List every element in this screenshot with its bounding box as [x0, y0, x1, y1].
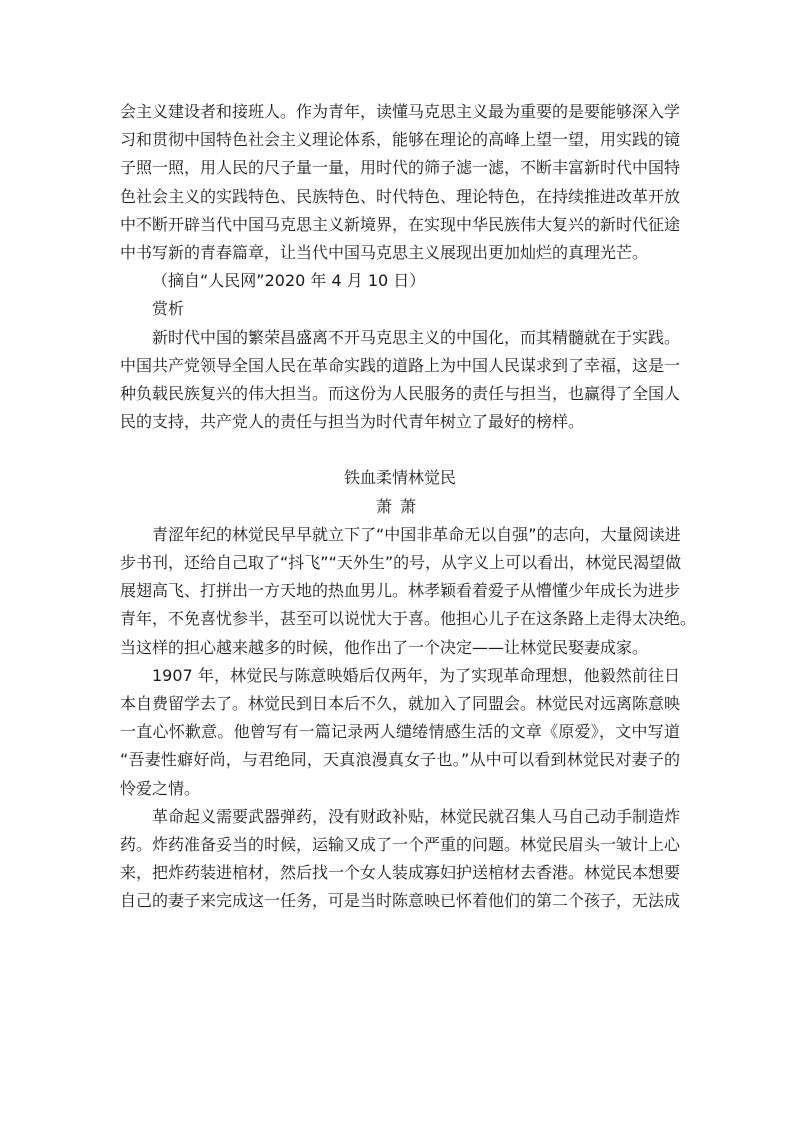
text-line: 步书刊，还给自己取了“抖飞”“天外生”的号，从字义上可以看出，林觉民渴望做 — [120, 553, 682, 573]
text-line: 展翅高飞、打拼出一方天地的热血男儿。林孝颖看着爱子从懵懂少年成长为进步 — [120, 581, 681, 601]
article-paragraph-3 — [120, 803, 680, 916]
text-line: 中国共产党领导全国人民在革命实践的道路上为中国人民谋求到了幸福，这是一 — [120, 355, 681, 375]
text-line: 一直心怀歉意。他曾写有一篇记录两人缱绻情感生活的文章《原爱》，文中写道 — [120, 722, 680, 742]
text-line: 本自费留学去了。林觉民到日本后不久，就加入了同盟会。林觉民对远离陈意映 — [120, 694, 681, 714]
text-line: 中不断开辟当代中国马克思主义新境界，在实现中华民族伟大复兴的新时代征途 — [120, 214, 681, 234]
text-line: 当这样的担心越来越多的时候，他作出了一个决定——让林觉民娶妻成家。 — [120, 637, 649, 657]
section-spacer — [120, 436, 680, 464]
essay-conclusion-paragraph — [120, 98, 680, 267]
article-paragraph-2 — [120, 662, 680, 803]
text-line: 色社会主义的实践特色、民族特色、时代特色、理论特色，在持续推进改革开放 — [120, 186, 681, 206]
text-line: 子照一照，用人民的尺子量一量，用时代的筛子滤一滤，不断丰富新时代中国特 — [120, 158, 681, 178]
article-title: 铁血柔情林觉民 — [343, 468, 456, 488]
text-line: 民的支持，共产党人的责任与担当为时代青年树立了最好的榜样。 — [120, 412, 585, 432]
text-line: 来，把炸药装进棺材，然后找一个女人装成寡妇护送棺材去香港。林觉民本想要 — [120, 863, 681, 883]
article-paragraph-1 — [120, 521, 697, 662]
text-line: 青年，不免喜忧参半，甚至可以说忧大于喜。他担心儿子在这条路上走得太决绝。 — [120, 609, 697, 629]
analysis-paragraph — [120, 324, 680, 437]
text-line: 自己的妻子来完成这一任务，可是当时陈意映已怀着他们的第二个孩子，无法成 — [120, 891, 681, 911]
text-line: 药。炸药准备妥当的时候，运输又成了一个严重的问题。林觉民眉头一皱计上心 — [120, 835, 681, 855]
analysis-heading: 赏析 — [152, 299, 185, 319]
text-line: 新时代中国的繁荣昌盛离不开马克思主义的中国化，而其精髓就在于实践。 — [152, 327, 681, 347]
text-line: 怜爱之情。 — [120, 778, 201, 798]
source-citation: （摘自“人民网”2020 年 4 月 10 日） — [152, 271, 426, 291]
article-author: 萧萧 — [375, 496, 424, 516]
document-page — [120, 98, 697, 916]
text-line: 习和贯彻中国特色社会主义理论体系，能够在理论的高峰上望一望，用实践的镜 — [120, 130, 681, 150]
text-line: 会主义建设者和接班人。作为青年，读懂马克思主义最为重要的是要能够深入学 — [120, 102, 681, 121]
text-line: 种负载民族复兴的伟大担当。而这份为人民服务的责任与担当，也赢得了全国人 — [120, 384, 681, 404]
text-line: “吾妻性癖好尚，与君绝同，天真浪漫真女子也。”从中可以看到林觉民对妻子的 — [120, 750, 680, 770]
text-line: 中书写新的青春篇章，让当代中国马克思主义展现出更加灿烂的真理光芒。 — [120, 243, 649, 263]
text-line: 革命起义需要武器弹药，没有财政补贴，林觉民就召集人马自己动手制造炸 — [152, 806, 681, 826]
text-line: 青涩年纪的林觉民早早就立下了“中国非革命无以自强”的志向，大量阅读进 — [152, 524, 681, 544]
text-line: 1907 年，林觉民与陈意映婚后仅两年，为了实现革命理想，他毅然前往日 — [152, 665, 680, 685]
